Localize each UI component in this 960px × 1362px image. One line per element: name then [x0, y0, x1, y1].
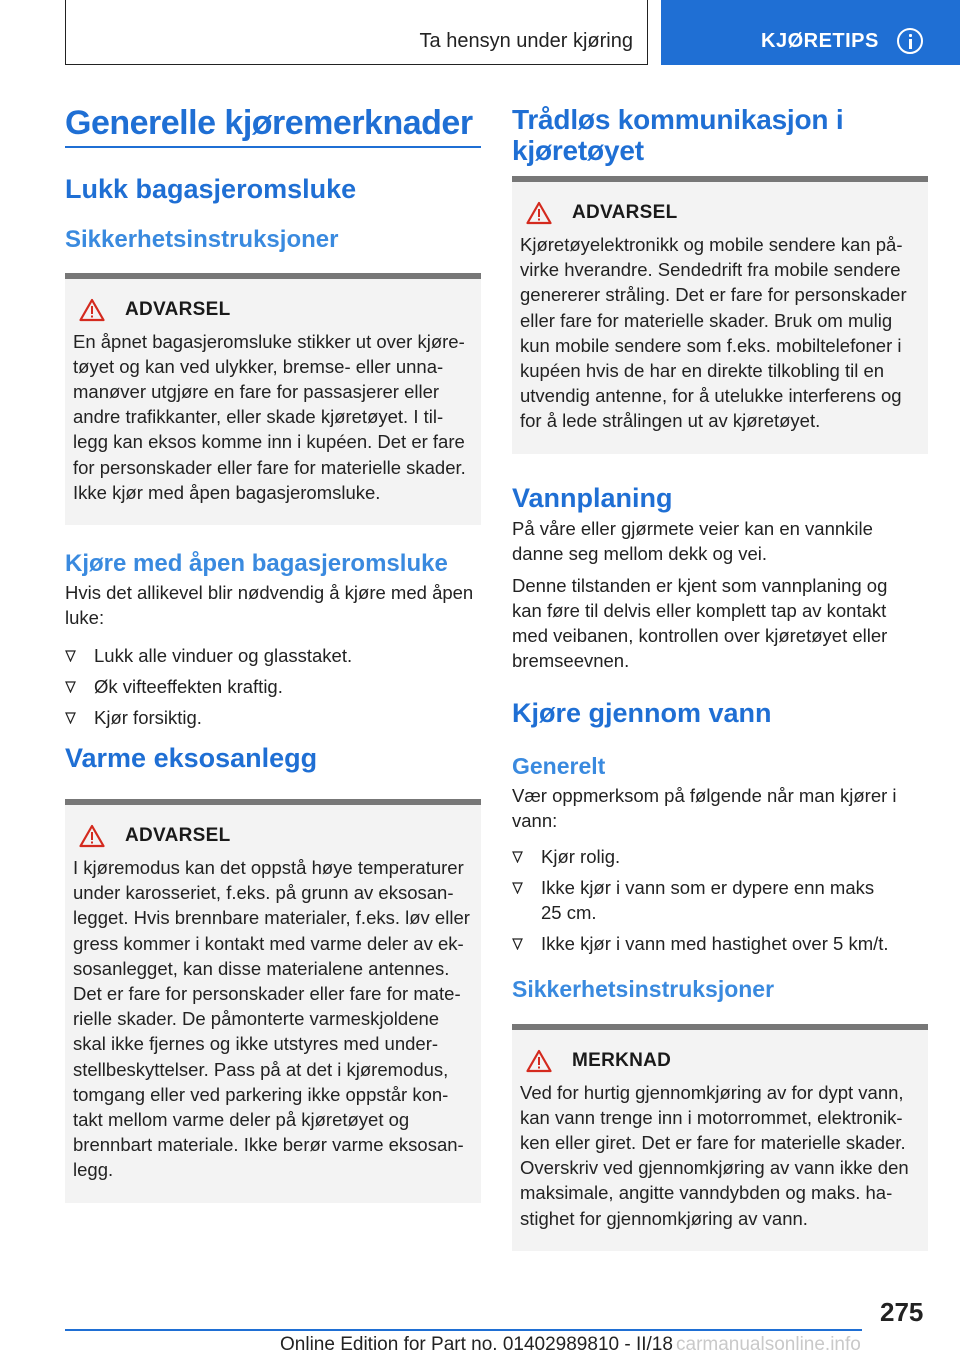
text-line: Det er fare for personskader eller fare for mate- — [73, 982, 461, 1004]
triangle-bullet-icon — [512, 882, 523, 894]
warning-head — [526, 1048, 920, 1074]
triangle-bullet-icon — [512, 851, 523, 863]
text-line: maksimale, angitte vanndybden og maks. ha- — [520, 1182, 893, 1204]
list-item-text: Lukk alle vinduer og glasstaket. — [94, 644, 353, 666]
text-line: tøyet og kan ved ulykker, bremse- eller unna- — [73, 355, 444, 377]
list-item-text: Kjør forsiktig. — [94, 706, 202, 728]
title-line: kjøretøyet — [512, 135, 644, 166]
text-line: kupéen hvis de har en direkte tilkobling til en — [520, 360, 885, 382]
paragraph — [512, 573, 928, 673]
warning-box-wireless — [512, 176, 928, 454]
paragraph — [512, 516, 928, 566]
text-line: eller fare for materielle skader. Bruk om mulig — [520, 309, 893, 331]
list-item — [512, 875, 928, 925]
text-line: brennbart materiale. Ikke berør varme eksosan- — [73, 1134, 464, 1156]
list-item — [65, 643, 481, 668]
list-item-text: Ikke kjør i vann som er dypere enn maks — [541, 876, 875, 898]
warning-title: ADVARSEL — [125, 824, 231, 846]
left-column — [65, 100, 481, 1203]
warning-text — [73, 329, 473, 505]
text-line: Ved for hurtig gjennomkjøring av for dypt vann, — [520, 1081, 904, 1103]
notice-title: MERKNAD — [572, 1049, 672, 1071]
text-line: skal ikke fjernes og ikke utstyres med under- — [73, 1033, 439, 1055]
text-line: luke: — [65, 606, 105, 628]
text-line: legg. — [73, 1159, 114, 1181]
text-line: under karosseriet, f.eks. på grunn av eksosan- — [73, 882, 454, 904]
warning-title: ADVARSEL — [572, 202, 678, 223]
text-line: Ikke kjør med åpen bagasjeromsluke. — [73, 481, 381, 503]
text-line: med veibanen, kontrollen over kjøretøyet eller — [512, 624, 888, 646]
paragraph — [512, 783, 928, 833]
text-line: ken eller giret. Det er fare for materielle skader. — [520, 1132, 906, 1154]
text-line: kan føre til delvis eller komplett tap av kontakt — [512, 599, 887, 621]
text-line: Denne tilstanden er kjent som vannplaning og — [512, 574, 888, 596]
section-title-open-lid: Kjøre med åpen bagasjeromsluke — [65, 549, 448, 577]
text-line: legget. Hvis brennbare materialer, f.eks. løv eller — [73, 907, 470, 929]
warning-head — [526, 200, 920, 226]
text-line: for personskader eller fare for materielle skader. — [73, 456, 466, 478]
triangle-bullet-icon — [512, 938, 523, 950]
list-item-text: Kjør rolig. — [541, 845, 621, 867]
text-line: I kjøremodus kan det oppstå høye temperaturer — [73, 856, 464, 878]
warning-triangle-icon — [526, 201, 552, 225]
text-line: Kjøretøyelektronikk og mobile sendere kan på- — [520, 234, 903, 255]
header-chapter-tab[interactable] — [661, 0, 960, 65]
warning-triangle-icon — [526, 1049, 552, 1073]
text-line: Overskriv ved gjennomkjøring av vann ikke den — [520, 1157, 909, 1179]
text-line: virke hverandre. Sendedrift fra mobile sendere — [520, 259, 901, 281]
warning-text — [520, 232, 920, 434]
list-item — [512, 931, 928, 956]
section-title-hydroplaning: Vannplaning — [512, 482, 673, 513]
warning-box-exhaust — [65, 799, 481, 1203]
warning-title: ADVARSEL — [125, 298, 231, 320]
section-title-water: Kjøre gjennom vann — [512, 697, 772, 728]
text-line: Vær oppmerksom på følgende når man kjører i — [512, 784, 897, 806]
paragraph — [65, 580, 481, 630]
list-item-text: 25 cm. — [541, 901, 597, 923]
text-line: genererer stråling. Det er fare for personskader — [520, 284, 907, 306]
text-line: legg kan eksos komme inn i kupéen. Det er fare — [73, 431, 465, 453]
subtitle-safety-1: Sikkerhetsinstruksjoner — [65, 225, 339, 253]
triangle-bullet-icon — [65, 712, 76, 724]
list-item-text: Øk vifteeffekten kraftig. — [94, 675, 283, 697]
warning-triangle-icon — [79, 298, 105, 322]
section-title-wireless — [512, 104, 928, 166]
section-title-trunk-lid: Lukk bagasjeromsluke — [65, 173, 357, 204]
text-line: danne seg mellom dekk og vei. — [512, 542, 768, 564]
title-rule — [65, 146, 481, 148]
footer-watermark: carmanualsonline.info — [676, 1334, 861, 1355]
text-line: En åpnet bagasjeromsluke stikker ut over kjøre- — [73, 330, 465, 352]
subtitle-safety-2: Sikkerhetsinstruksjoner — [512, 975, 775, 1002]
footer-edition: Online Edition for Part no. 01402989810 - II/18 — [280, 1334, 673, 1355]
header-section-box — [65, 0, 648, 65]
triangle-bullet-icon — [65, 650, 76, 662]
text-line: gress kommer i kontakt med varme deler av ek- — [73, 932, 464, 954]
triangle-bullet-icon — [65, 681, 76, 693]
text-line: kan vann trenge inn i motorrommet, elektronik- — [520, 1106, 903, 1128]
header-chapter-title: KJØRETIPS — [761, 30, 879, 52]
text-line: andre trafikkanter, eller skade kjøretøyet. I til- — [73, 406, 444, 428]
subtitle-general: Generelt — [512, 752, 606, 779]
text-line: manøver utgjøre en fare for passasjerer eller — [73, 380, 440, 402]
text-line: tomgang eller ved parkering ikke oppstår kon- — [73, 1083, 449, 1105]
text-line: rielle skader. De påmonterte varmeskjoldene — [73, 1008, 440, 1030]
list-item — [512, 844, 928, 869]
text-line: kun mobile sendere som f.eks. mobiltelefoner i — [520, 334, 902, 356]
notice-text — [520, 1080, 920, 1231]
list-item-text: Ikke kjør i vann med hastighet over 5 km/t. — [541, 932, 889, 954]
text-line: takt mellom varme deler på kjøretøyet og — [73, 1108, 410, 1130]
bullet-list — [65, 643, 481, 730]
warning-head — [79, 297, 473, 323]
page-number: 275 — [880, 1297, 924, 1327]
info-icon[interactable] — [897, 28, 923, 54]
text-line: Hvis det allikevel blir nødvendig å kjøre med åpen — [65, 581, 474, 603]
text-line: På våre eller gjørmete veier kan en vannkile — [512, 517, 873, 539]
main-title: Generelle kjøremerknader — [65, 104, 473, 142]
warning-box-trunk — [65, 273, 481, 525]
list-item — [65, 674, 481, 699]
text-line: sosanlegget, kan disse materialene antennes. — [73, 957, 450, 979]
text-line: vann: — [512, 809, 558, 831]
text-line: stellbeskyttelser. Pass på at det i kjøremodus, — [73, 1058, 449, 1080]
bullet-list — [512, 844, 928, 956]
warning-text — [73, 855, 473, 1183]
list-item — [65, 705, 481, 730]
warning-triangle-icon — [79, 824, 105, 848]
header-section-title: Ta hensyn under kjøring — [419, 30, 633, 52]
footer-rule — [65, 1329, 862, 1331]
notice-box-water — [512, 1024, 928, 1251]
section-title-exhaust: Varme eksosanlegg — [65, 742, 318, 773]
right-column — [512, 100, 928, 1251]
text-line: stighet for gjennomkjøring av vann. — [520, 1207, 808, 1229]
text-line: bremseevnen. — [512, 649, 630, 671]
warning-head — [79, 823, 473, 849]
title-line: Trådløs kommunikasjon i — [512, 104, 844, 135]
text-line: utvendig antenne, for å utelukke interferens og — [520, 385, 902, 407]
text-line: for å lede strålingen ut av kjøretøyet. — [520, 410, 821, 432]
